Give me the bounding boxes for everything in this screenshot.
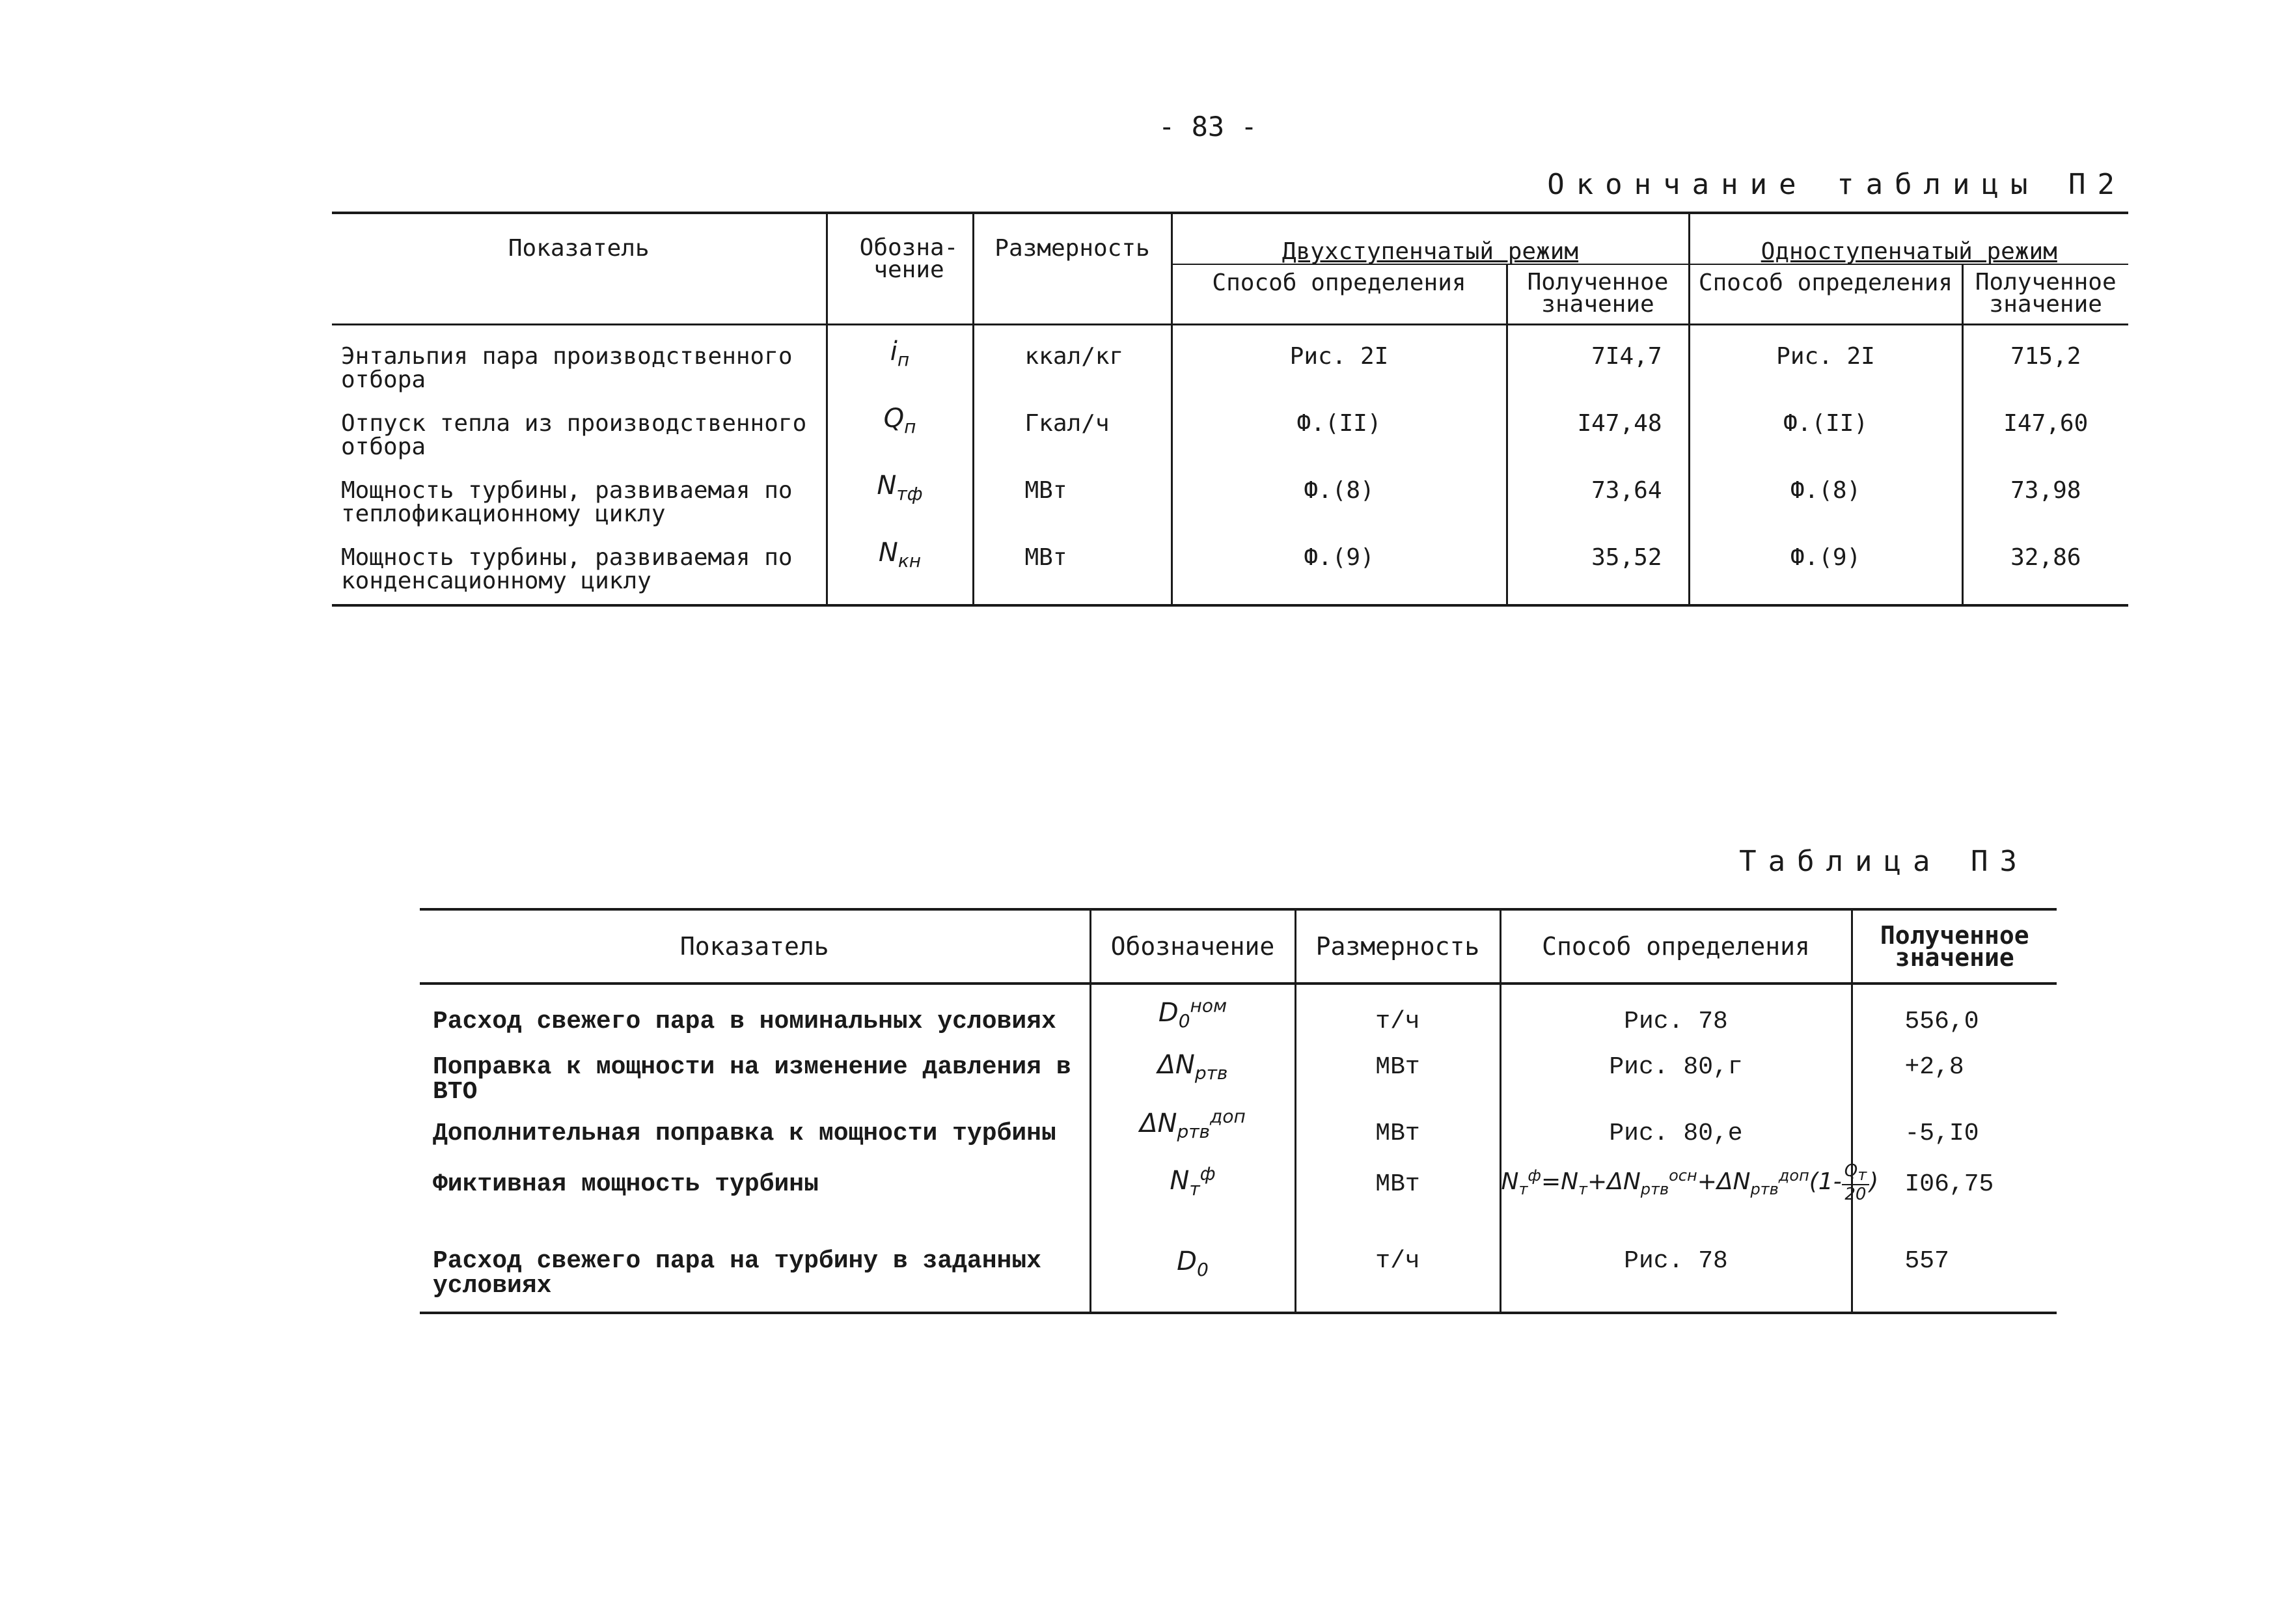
table-13 bbox=[420, 908, 2057, 1314]
header-method-2: Способ определения bbox=[1172, 264, 1507, 325]
table-12 bbox=[332, 212, 2128, 607]
header-value-1: Полученное значение bbox=[1962, 264, 2128, 325]
header-designation: Обозна- чение bbox=[827, 213, 973, 325]
header-indicator: Показатель bbox=[420, 909, 1090, 984]
header-method-1: Способ определения bbox=[1689, 264, 1962, 325]
table-row: Дополнительная поправка к мощности турбины $\Delta N_{pтв}^{доп}$ МВт Рис. 80,е -5,I0 bbox=[420, 1105, 2057, 1159]
header-indicator: Показатель bbox=[332, 213, 827, 325]
table13-caption: Таблица П3 bbox=[1739, 845, 2029, 878]
header-two-stage: Двухступенчатый режим bbox=[1172, 213, 1689, 264]
table-row: Энтальпия пара производственного отбора $i_п$ ккал/кг Рис. 2I 7I4,7 Рис. 2I 715,2 bbox=[332, 325, 2128, 393]
table-row: Расход свежего пара в номинальных условиях $D_0^{ном}$ т/ч Рис. 78 556,0 bbox=[420, 984, 2057, 1041]
header-designation: Обозначение bbox=[1090, 909, 1295, 984]
header-dimension: Размерность bbox=[1295, 909, 1500, 984]
header-value-2: Полученное значение bbox=[1507, 264, 1689, 325]
fictive-power-formula: $N_т^ф=N_т+\Delta N_{pтв}^{осн}+\Delta N_{pтв}^{доп}(1-$ $\frac{Q_т}{20}$ ) bbox=[1500, 1159, 1852, 1237]
header-value: Полученное значение bbox=[1852, 909, 2057, 984]
table-row: Фиктивная мощность турбины $N_т^ф$ МВт $N_т^ф=N_т+\Delta N_{pтв}^{осн}+\Delta N_{pтв}^{доп}(1-$ $\frac{Q_т}{20}$ ) I06,75 bbox=[420, 1159, 2057, 1237]
table12-caption: Окончание таблицы П2 bbox=[1547, 168, 2126, 201]
header-dimension: Размерность bbox=[973, 213, 1172, 325]
table-row: Поправка к мощности на изменение давления в ВТО $\Delta N_{pтв}$ МВт Рис. 80,г +2,8 bbox=[420, 1041, 2057, 1105]
header-one-stage: Одноступенчатый режим bbox=[1689, 213, 2128, 264]
page-number: - 83 - bbox=[1158, 111, 1257, 143]
header-method: Способ определения bbox=[1500, 909, 1852, 984]
table-row: Отпуск тепла из производственного отбора $Q_п$ Гкал/ч Ф.(II) I47,48 Ф.(II) I47,60 bbox=[332, 392, 2128, 460]
table-row: Мощность турбины, развиваемая по теплофикационному циклу $N_{тф}$ МВт Ф.(8) 73,64 Ф.(8) 73,98 bbox=[332, 460, 2128, 527]
table-row: Мощность турбины, развиваемая по конденсационному циклу $N_{кн}$ МВт Ф.(9) 35,52 Ф.(9) 32,86 bbox=[332, 527, 2128, 605]
table-row: Расход свежего пара на турбину в заданных условиях $D_0$ т/ч Рис. 78 557 bbox=[420, 1237, 2057, 1313]
